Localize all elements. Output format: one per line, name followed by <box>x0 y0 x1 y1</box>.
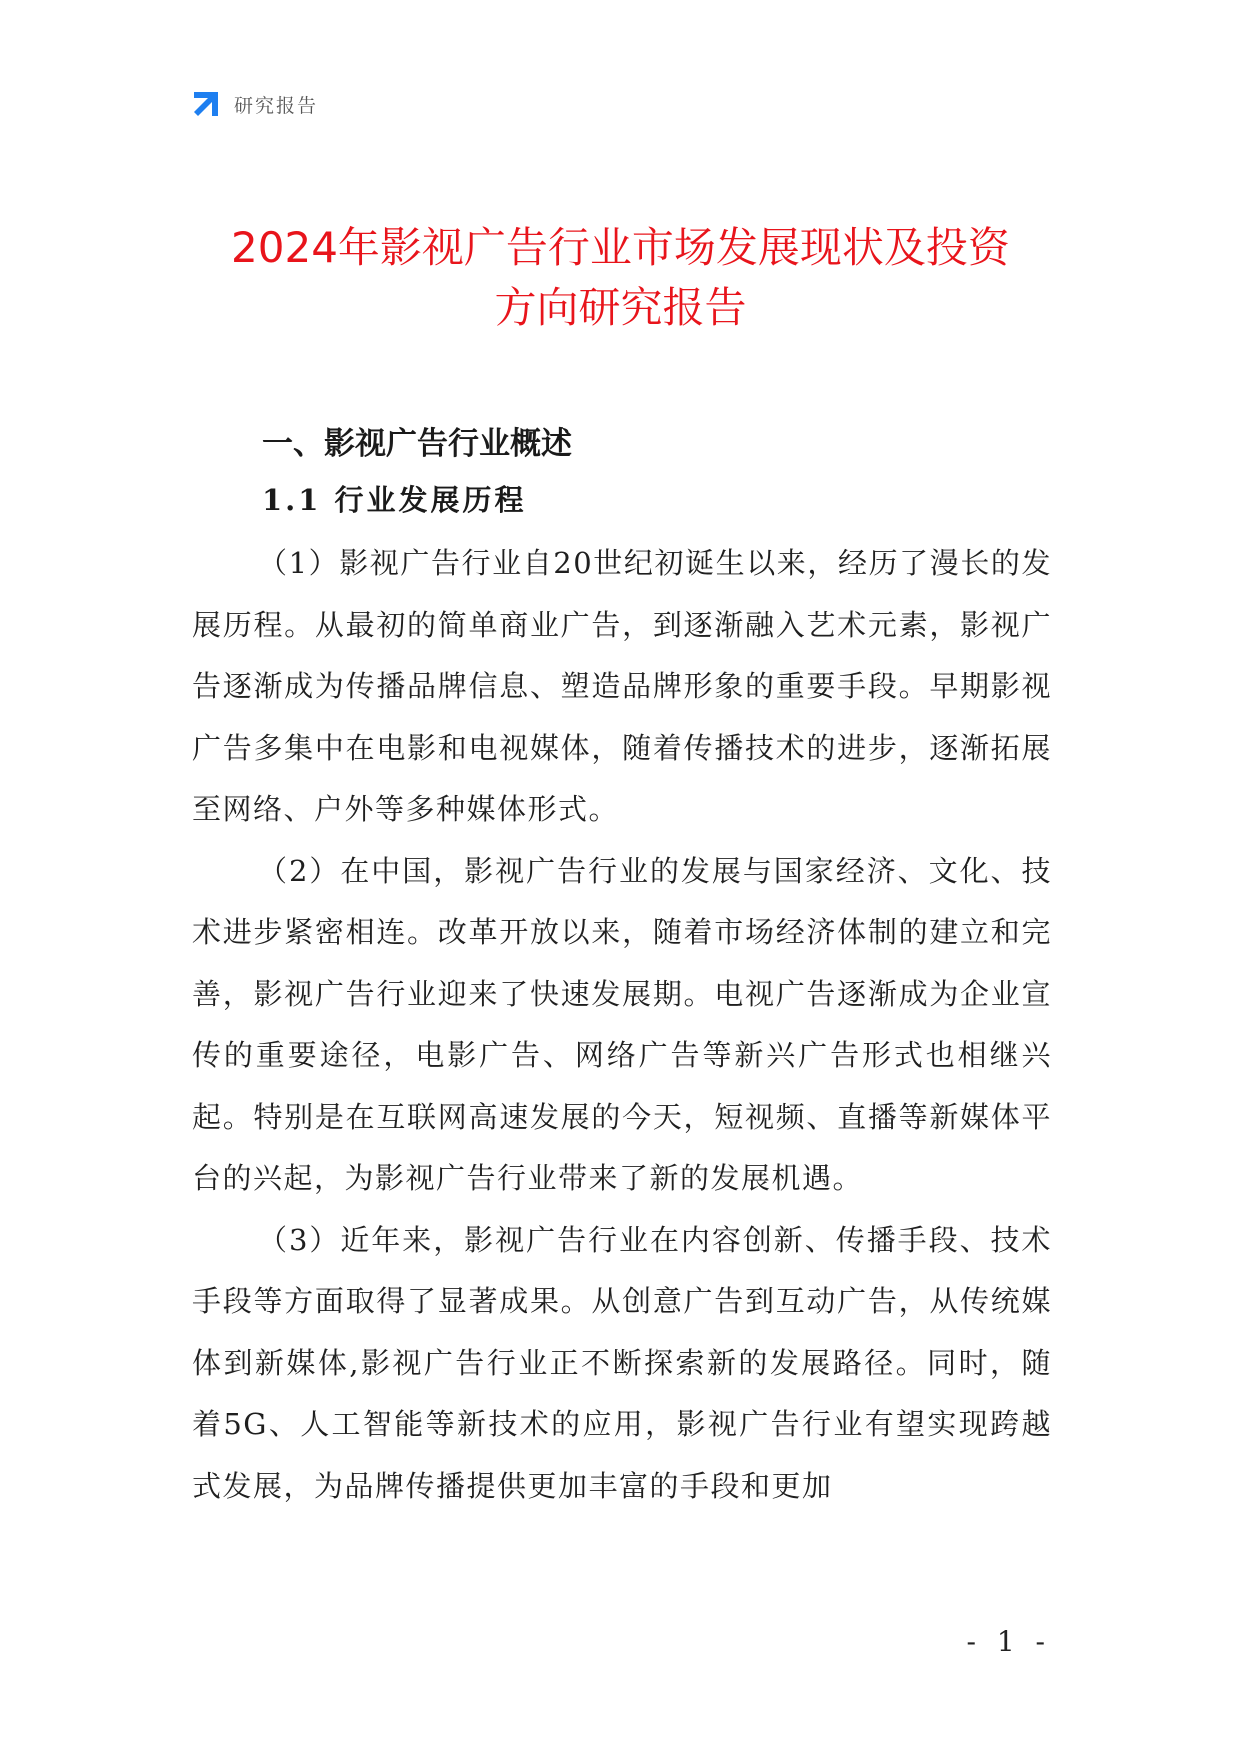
page-number: - 1 - <box>966 1625 1051 1658</box>
title-line-1: 2024年影视广告行业市场发展现状及投资 <box>231 223 1010 272</box>
paragraph-1: （1）影视广告行业自20世纪初诞生以来，经历了漫长的发展历程。从最初的简单商业广告，到逐渐融入艺术元素，影视广告逐渐成为传播品牌信息、塑造品牌形象的重要手段。早期影视广告多集中在电影和电视媒体，随着传播技术的进步，逐渐拓展至网络、户外等多种媒体形式。 <box>192 546 1052 826</box>
section-heading: 一、影视广告行业概述 <box>262 426 572 462</box>
paragraph-3: （3）近年来，影视广告行业在内容创新、传播手段、技术手段等方面取得了显著成果。从创意广告到互动广告，从传统媒体到新媒体,影视广告行业正不断探索新的发展路径。同时，随着5G、人工智能等新技术的应用，影视广告行业有望实现跨越式发展，为品牌传播提供更加丰富的手段和更加 <box>192 1222 1052 1503</box>
body-text <box>192 533 1052 1517</box>
page-title <box>160 218 1081 338</box>
page-header <box>190 88 318 120</box>
header-label: 研究报告 <box>234 94 319 117</box>
title-line-2: 方向研究报告 <box>494 283 747 332</box>
arrow-up-right-icon <box>190 88 222 120</box>
paragraph-2: （2）在中国，影视广告行业的发展与国家经济、文化、技术进步紧密相连。改革开放以来，随着市场经济体制的建立和完善，影视广告行业迎来了快速发展期。电视广告逐渐成为企业宣传的重要途径，电影广告、网络广告等新兴广告形式也相继兴起。特别是在互联网高速发展的今天，短视频、直播等新媒体平台的兴起，为影视广告行业带来了新的发展机遇。 <box>192 853 1052 1195</box>
subsection-heading: 1.1 行业发展历程 <box>262 483 527 517</box>
